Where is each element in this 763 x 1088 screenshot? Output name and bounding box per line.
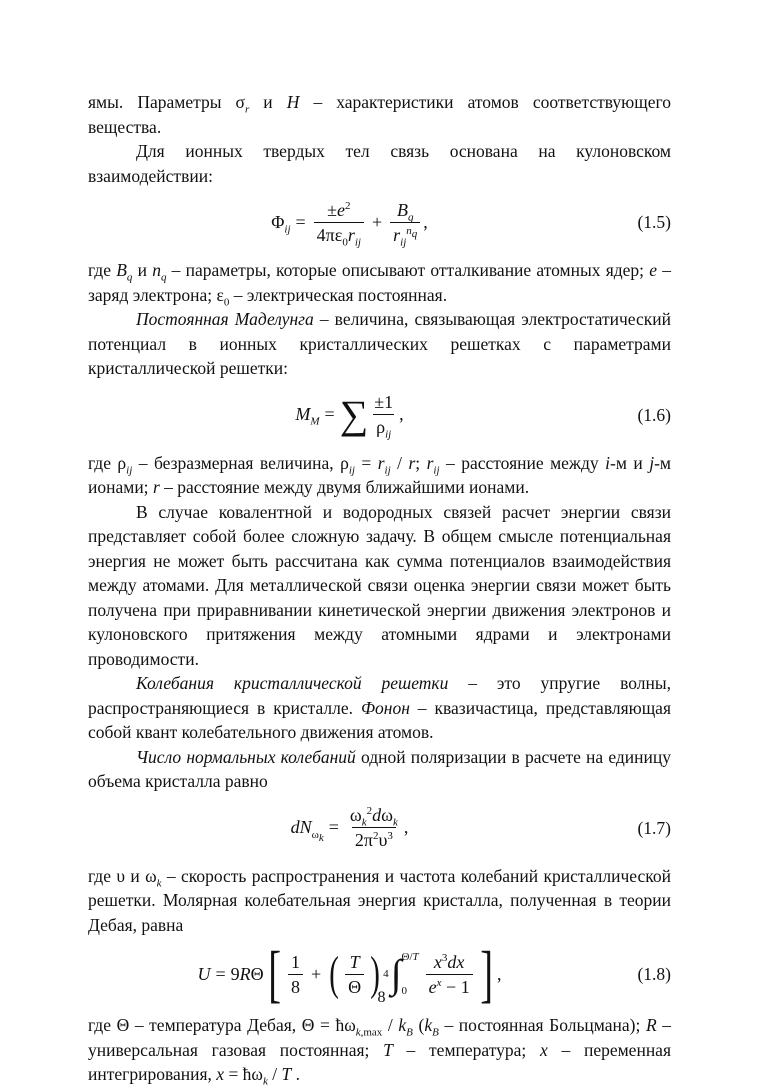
equation-number: (1.7) <box>637 817 671 838</box>
paragraph-1: ямы. Параметры $\sigma_r$ и H – характеристики атомов соответствующего вещества. <box>88 92 671 137</box>
paragraph-9: где υ и $\omega_k$ – скорость распространения и частота колебаний кристаллической решетки. Молярная колебательная энергия кристалла, полученная в теории Дебая, равна <box>88 865 671 935</box>
paragraph-3: где $B_q$ и $n_q$ – параметры, которые описывают отталкивание атомных ядер; e – заряд электрона; $\varepsilon_0$ – электрическая постоянная. <box>88 260 671 308</box>
paragraph-5: где $\rho_{ij}$ – безразмерная величина, $\rho_{ij} = r_{ij} / r$; $r_{ij}$ – расстояние между i-м и j-м ионами; r – расстояние между двумя ближайшими ионами. <box>88 452 671 497</box>
paragraph-8: Число нормальных колебаний одной поляризации в расчете на единицу объема кристалла равно <box>88 746 671 791</box>
paragraph-7: Колебания кристаллической решетки – это упругие волны, распространяющиеся в кристалле. Фонон – квазичастица, представляющая собой квант колебательного движения атомов. <box>88 673 671 742</box>
equation-number: (1.5) <box>637 211 671 232</box>
page-number: 8 <box>377 989 386 1006</box>
body-text <box>88 90 671 1087</box>
equation-number: (1.6) <box>637 404 671 425</box>
paragraph-4: Постоянная Маделунга – величина, связывающая электростатический потенциал в ионных кристаллических решетках с параметрами кристаллической решетки: <box>88 309 672 378</box>
equation-1-6: $M_M$ = ∑ $\frac{\pm 1}{\rho_{ij}}$ , (1.6) <box>295 391 671 441</box>
equation-1-8: U = 9RΘ [ $\frac{1}{8}$ + ( $\frac{T}{\Theta}$ ) 4 ∫ Θ/T 0 $\frac{x^3dx}{e^x - 1}$ ] , (1.8) <box>197 938 671 1009</box>
equation-1-7: $dN_{\omega_k}$ = $\frac{\omega_k^2d\omega_k}{2\pi^2\upsilon^3}$ , (1.7) <box>290 805 671 850</box>
equation-number: (1.8) <box>637 963 671 984</box>
equation-1-5: $\Phi_{ij}$ = $\frac{\pm e^2}{4\pi\varepsilon_0r_{ij}}$ + $\frac{B_q}{r_{ij}^{n_q}}$ , (1.5) <box>271 199 671 249</box>
paragraph-10: где Θ – температура Дебая, $\Theta = ħ\omega_{k,max} / k_B$ ($k_B$ – постоянная Больцмана); R – универсальная газовая постоянная; T – температура; x – переменная интегрирования, $x = ħ\omega_k / T$ . <box>88 1015 671 1088</box>
paragraph-6: В случае ковалентной и водородных связей расчет энергии связи представляет собой более сложную задачу. В общем смысле потенциальная энергия не может быть рассчитана как сумма потенциалов взаимодействия между атомами. Для металлической связи оценка энергии связи может быть получена при приравнивании кинетической энергии движения электронов и кулоновского притяжения между атомными ядрами и электронами проводимости. <box>88 501 671 669</box>
paragraph-2: Для ионных твердых тел связь основана на кулоновском взаимодействии: <box>88 141 671 186</box>
